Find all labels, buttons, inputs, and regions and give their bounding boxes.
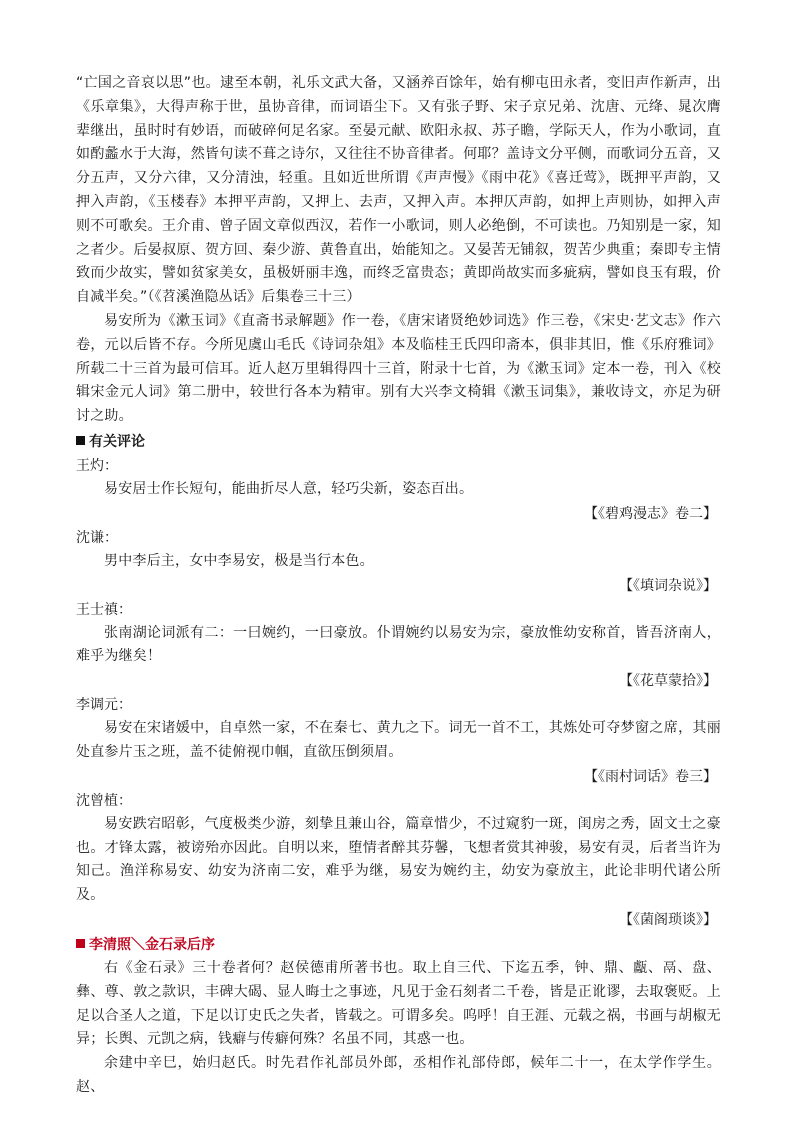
commenter-name: 王士禛：: [76, 601, 132, 618]
section-heading-comments: [76, 431, 721, 453]
comment-text: 易安居士作长短句，能曲折尽人意，轻巧尖新，姿态百出。: [104, 480, 474, 497]
comment-source: 【《填词杂说》】: [619, 577, 717, 594]
section-heading-essay: [76, 934, 721, 956]
commenter-name: 沈曾植：: [76, 792, 132, 809]
essay-paragraph: 易安所为《漱玉词》《直斋书录解题》作一卷，《唐宋诸贤绝妙词选》作三卷，《宋史·艺文志》作六卷，元以后皆不存。今所见虞山毛氏《诗词杂俎》本及临桂王氏四印斋本，俱非其旧，惟《乐府雅词》所载二十三首为最可信耳。近人赵万里辑得四十三首，附录十七首，为《漱玉词》定本一卷，刊入《校辑宋金元人词》第二册中，较世行各本为精审。别有大兴李文椅辑《漱玉词集》，兼收诗文，亦足为研讨之助。: [76, 312, 721, 425]
square-bullet-icon: [76, 436, 85, 445]
comment-text: 易安跌宕昭彰，气度极类少游，刻挚且兼山谷，篇章惜少，不过窥豹一斑，闺房之秀，固文士之豪也。才锋太露，被谤殆亦因此。自明以来，堕情者醉其芬馨，飞想者赏其神骏，易安有灵，后者当许为知己。渔洋称易安、幼安为济南二安，难乎为继，易安为婉约主，幼安为豪放主，此论非明代诸公所及。: [76, 815, 721, 904]
comment-source: 【《碧鸡漫志》卷二】: [584, 505, 717, 522]
essay-paragraph: 余建中辛巳，始归赵氏。时先君作礼部员外郎，丞相作礼部侍郎，候年二十一，在太学作学生。赵、: [76, 1055, 721, 1095]
essay-paragraph: 右《金石录》三十卷者何？赵侯德甫所著书也。取上自三代、下迄五季，钟、鼎、甗、鬲、盘、彝、尊、敦之款识，丰碑大碣、显人晦士之事迹，凡见于金石刻者二千卷，皆是正讹谬，去取褒贬。上足以合圣人之道，下足以订史氏之失者，皆载之。可谓多矣。呜呼！自王涯、元载之祸，书画与胡椒无异；长舆、元凯之病，钱癖与传癖何殊？名虽不同，其惑一也。: [76, 959, 721, 1048]
document-page: [76, 72, 721, 1100]
comment-text: 男中李后主，女中李易安，极是当行本色。: [104, 552, 374, 569]
comment-source: 【《花草蒙拾》】: [619, 673, 717, 690]
commenter-name: 沈谦：: [76, 529, 118, 546]
comment-text: 张南湖论词派有二：一曰婉约，一曰豪放。仆谓婉约以易安为宗，豪放惟幼安称首，皆吾济南人，难乎为继矣！: [76, 624, 721, 665]
commenter-name: 王灼：: [76, 457, 118, 474]
section-heading-text: 有关评论: [89, 433, 145, 450]
section-heading-text: 李清照＼金石录后序: [89, 936, 215, 953]
comment-source: 【《菌阁琐谈》】: [619, 911, 717, 928]
square-bullet-icon: [76, 939, 85, 948]
comment-source: 【《雨村词话》卷三】: [584, 768, 717, 785]
comment-text: 易安在宋诸媛中，自卓然一家，不在秦七、黄九之下。词无一首不工，其炼处可夺梦窗之席，其丽处直参片玉之班，盖不徒俯视巾帼，直欲压倒须眉。: [76, 720, 721, 760]
commenter-name: 李调元：: [76, 697, 132, 714]
essay-paragraph: “亡国之音哀以思”也。逮至本朝，礼乐文武大备，又涵养百馀年，始有柳屯田永者，变旧声作新声，出《乐章集》，大得声称于世，虽协音律，而词语尘下。又有张子野、宋子京兄弟、沈唐、元绛、晁次膺辈继出，虽时时有妙语，而破碎何足名家。至晏元献、欧阳永叔、苏子瞻，学际天人，作为小歌词，直如酌蠡水于大海，然皆句读不葺之诗尔，又往往不协音律者。何耶？盖诗文分平侧，而歌词分五音，又分五声，又分六律，又分清浊，轻重。且如近世所谓《声声慢》《雨中花》《喜迁莺》，既押平声韵，又押入声韵，《玉楼春》本押平声韵，又押上、去声，又押入声。本押仄声韵，如押上声则协，如押入声则不可歌矣。王介甫、曾子固文章似西汉，若作一小歌词，则人必绝倒，不可读也。乃知别是一家，知之者少。后晏叔原、贺方回、秦少游、黄鲁直出，始能知之。又晏苦无铺叙，贺苦少典重；秦即专主情致而少故实，譬如贫家美女，虽极妍丽丰逸，而终乏富贵态；黄即尚故实而多疵病，譬如良玉有瑕，价自减半矣。”（《苕溪渔隐丛话》后集卷三十三）: [76, 75, 721, 306]
